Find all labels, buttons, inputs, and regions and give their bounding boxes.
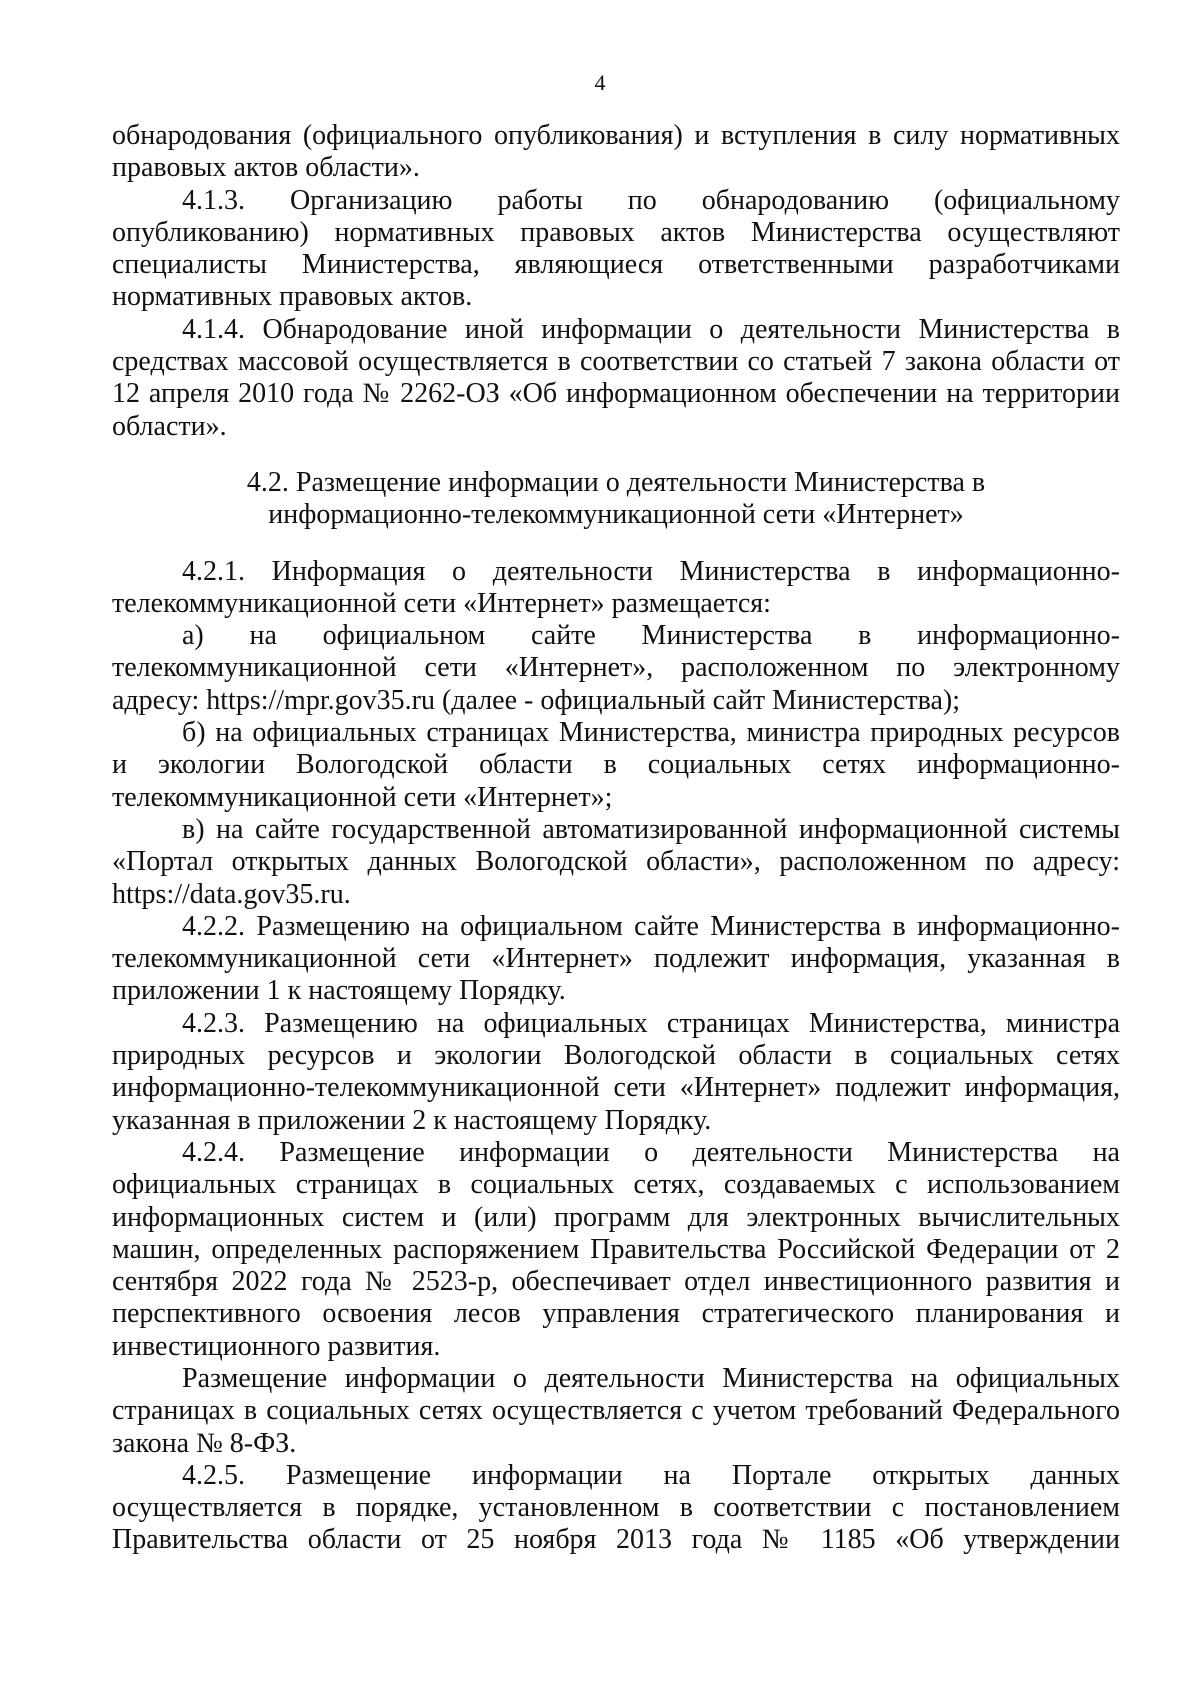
section-heading: 4.2. Размещение информации о деятельности Министерства в: [246, 466, 986, 498]
body-line: https://data.gov35.ru.: [112, 878, 351, 910]
list-item-a: а) на официальном сайте Министерства в информационно-: [182, 620, 1120, 652]
body-line: информационных систем и (или) программ для электронных вычислительных: [112, 1201, 1120, 1233]
list-item-v: в) на сайте государственной автоматизированной информационной системы: [182, 813, 1120, 845]
body-line: приложении 1 к настоящему Порядку.: [112, 975, 566, 1007]
body-line: области».: [112, 410, 227, 442]
paragraph-4-2-1: 4.2.1. Информация о деятельности Министерства в информационно-: [182, 555, 1120, 587]
document-body: [112, 120, 1120, 1557]
body-line: специалисты Министерства, являющиеся ответственными разработчиками: [112, 249, 1120, 281]
body-line: инвестиционного развития.: [112, 1330, 441, 1362]
body-line: 12 апреля 2010 года № 2262-ОЗ «Об информационном обеспечении на территории: [112, 378, 1120, 410]
body-line: машин, определенных распоряжением Правительства Российской Федерации от 2: [112, 1233, 1120, 1265]
body-line: телекоммуникационной сети «Интернет», расположенном по электронному: [112, 652, 1120, 684]
list-item-b: б) на официальных страницах Министерства, министра природных ресурсов: [182, 717, 1120, 749]
body-line: сентября 2022 года № 2523-р, обеспечивает отдел инвестиционного развития и: [112, 1266, 1120, 1298]
spacer: [112, 532, 1120, 556]
body-line: «Портал открытых данных Вологодской области», расположенном по адресу:: [112, 846, 1120, 878]
body-line: телекоммуникационной сети «Интернет»;: [112, 781, 613, 813]
body-line: нормативных правовых актов.: [112, 281, 473, 313]
body-line: перспективного освоения лесов управления стратегического планирования и: [112, 1298, 1120, 1330]
page-number: 4: [594, 70, 606, 95]
body-line: официальных страницах в социальных сетях, создаваемых с использованием: [112, 1169, 1120, 1201]
paragraph-social-networks: Размещение информации о деятельности Министерства на официальных: [182, 1362, 1120, 1394]
paragraph-4-2-3: 4.2.3. Размещению на официальных страницах Министерства, министра: [182, 1007, 1120, 1039]
body-line: осуществляется в порядке, установленном в соответствии с постановлением: [112, 1492, 1120, 1524]
spacer: [112, 443, 1120, 467]
paragraph-4-1-3: 4.1.3. Организацию работы по обнародованию (официальному: [182, 184, 1120, 216]
paragraph-4-2-2: 4.2.2. Размещению на официальном сайте Министерства в информационно-: [182, 910, 1120, 942]
body-line: закона № 8-ФЗ.: [112, 1427, 297, 1459]
body-line: и экологии Вологодской области в социальных сетях информационно-: [112, 749, 1120, 781]
body-line: Правительства области от 25 ноября 2013 года № 1185 «Об утверждении: [112, 1524, 1120, 1556]
paragraph-4-2-5: 4.2.5. Размещение информации на Портале открытых данных: [182, 1459, 1120, 1491]
body-line: правовых актов области».: [112, 152, 420, 184]
body-line: телекоммуникационной сети «Интернет» подлежит информация, указанная в: [112, 943, 1120, 975]
body-line: природных ресурсов и экологии Вологодской области в социальных сетях: [112, 1040, 1120, 1072]
section-heading: информационно-телекоммуникационной сети «Интернет»: [268, 499, 964, 531]
body-line: информационно-телекоммуникационной сети «Интернет» подлежит информация,: [112, 1072, 1120, 1104]
body-line: адресу: https://mpr.gov35.ru (далее - официальный сайт Министерства);: [112, 684, 961, 716]
body-line: страницах в социальных сетях осуществляется с учетом требований Федерального: [112, 1395, 1120, 1427]
body-line: телекоммуникационной сети «Интернет» размещается:: [112, 587, 771, 619]
body-line: обнародования (официального опубликования) и вступления в силу нормативных: [112, 120, 1120, 151]
paragraph-4-1-4: 4.1.4. Обнародование иной информации о деятельности Министерства в: [182, 313, 1120, 345]
paragraph-4-2-4: 4.2.4. Размещение информации о деятельности Министерства на: [182, 1136, 1120, 1168]
body-line: опубликованию) нормативных правовых актов Министерства осуществляют: [112, 216, 1120, 248]
body-line: указанная в приложении 2 к настоящему Порядку.: [112, 1104, 712, 1136]
body-line: средствах массовой осуществляется в соответствии со статьей 7 закона области от: [112, 346, 1120, 378]
